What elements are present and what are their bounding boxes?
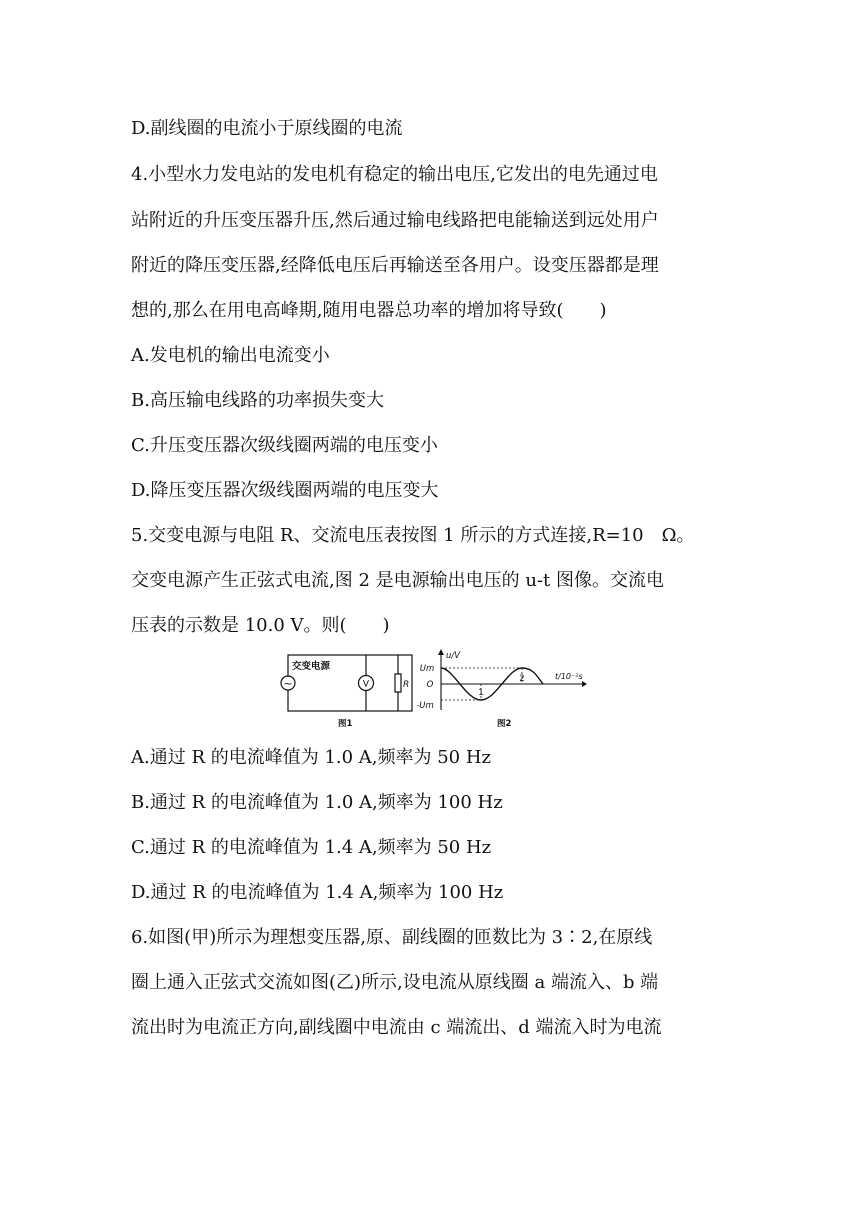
text-line: D.副线圈的电流小于原线圈的电流: [131, 118, 403, 139]
text-line: 流出时为电流正方向,副线圈中电流由 c 端流出、d 端流入时为电流: [131, 1017, 662, 1038]
text-line: D.降压变压器次级线圈两端的电压变大: [131, 480, 439, 501]
figure-1-caption: 图1: [338, 719, 353, 729]
resistor-label: R: [403, 680, 410, 690]
ac-source-icon: ~: [283, 677, 293, 690]
text-line: C.升压变压器次级线圈两端的电压变小: [131, 435, 438, 456]
origin-label: O: [426, 680, 434, 690]
text-line: 想的,那么在用电高峰期,随用电器总功率的增加将导致( ): [131, 300, 607, 321]
text-line: 圈上通入正弦式交流如图(乙)所示,设电流从原线圈 a 端流入、b 端: [131, 972, 659, 993]
circuit-diagram: [281, 655, 412, 729]
text-line: D.通过 R 的电流峰值为 1.4 A,频率为 100 Hz: [131, 882, 504, 903]
y-axis-label: u/V: [446, 651, 461, 661]
resistor-symbol: [395, 674, 401, 692]
text-line: 4.小型水力发电站的发电机有稳定的输出电压,它发出的电先通过电: [131, 164, 658, 185]
text-line: 附近的降压变压器,经降低电压后再输送至各用户。设变压器都是理: [131, 255, 659, 276]
text-line: 5.交变电源与电阻 R、交流电压表按图 1 所示的方式连接,R=10 Ω。: [131, 525, 695, 546]
u-t-graph: [416, 649, 587, 729]
text-line: C.通过 R 的电流峰值为 1.4 A,频率为 50 Hz: [131, 837, 492, 858]
text-line: A.通过 R 的电流峰值为 1.0 A,频率为 50 Hz: [131, 747, 492, 768]
text-line: A.发电机的输出电流变小: [131, 345, 330, 366]
y-axis-arrow: [438, 649, 444, 655]
text-line: 压表的示数是 10.0 V。则( ): [131, 615, 390, 636]
figure-2-caption: 图2: [497, 719, 512, 729]
x-axis-label: t/10⁻²s: [555, 672, 583, 681]
um-negative-label: -Um: [416, 701, 434, 711]
text-line: 交变电源产生正弦式电流,图 2 是电源输出电压的 u-t 图像。交流电: [131, 570, 664, 591]
x-tick-label: 1: [478, 688, 484, 698]
um-positive-label: Um: [419, 664, 435, 674]
circuit-figure: [276, 648, 592, 730]
x-tick-label: 2: [519, 674, 525, 684]
text-line: B.高压输电线路的功率损失变大: [131, 390, 384, 411]
text-line: 站附近的升压变压器升压,然后通过输电线路把电能输送到远处用户: [131, 210, 659, 231]
voltmeter-label: V: [362, 679, 370, 690]
text-line: 6.如图(甲)所示为理想变压器,原、副线圈的匝数比为 3∶2,在原线: [131, 927, 653, 948]
source-label: 交变电源: [292, 661, 331, 672]
x-axis-arrow: [582, 681, 587, 687]
text-line: B.通过 R 的电流峰值为 1.0 A,频率为 100 Hz: [131, 792, 503, 813]
